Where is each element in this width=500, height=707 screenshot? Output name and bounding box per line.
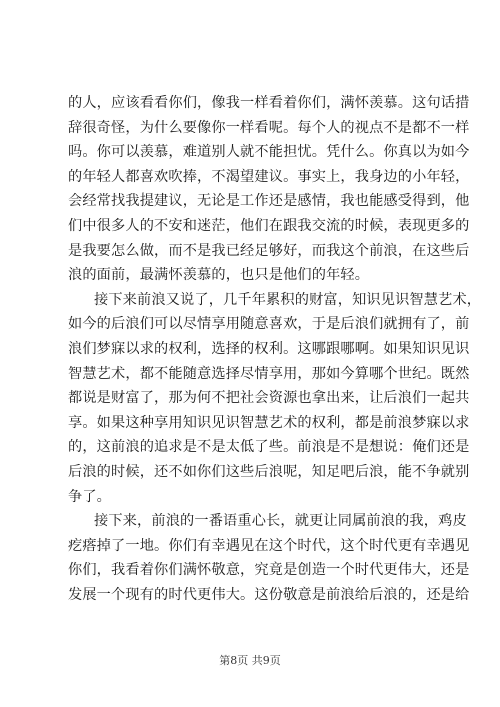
text-line: 后浪的时候，还不如你们这些后浪呢，知足吧后浪，能不争就别 <box>68 463 470 480</box>
text-line: 你们，我看着你们满怀敬意，究竟是创造一个时代更伟大，还是 <box>68 562 470 579</box>
paragraph-start-line: 接下来前浪又说了，几千年累积的财富，知识见识智慧艺术， <box>94 291 482 308</box>
page-number-footer: 第8页 共9页 <box>219 654 281 667</box>
text-line: 都说是财富了，那为何不把社会资源也拿出来，让后浪们一起共 <box>68 390 470 407</box>
paragraph-start-line: 接下来，前浪的一番语重心长，就更让同属前浪的我，鸡皮 <box>94 513 467 530</box>
text-line: 辞很奇怪，为什么要像你一样看呢。每个人的视点不是都不一样 <box>68 119 470 136</box>
text-line: 浪的面前，最满怀羡慕的，也只是他们的年轻。 <box>68 267 370 284</box>
text-line: 发展一个现有的时代更伟大。这份敬意是前浪给后浪的，还是给 <box>68 586 470 603</box>
text-line: 们中很多人的不安和迷茫，他们在跟我交流的时候，表现更多的 <box>68 217 470 234</box>
text-line: 的年轻人都喜欢吹捧，不渴望建议。事实上，我身边的小年轻， <box>68 168 470 185</box>
text-line: 智慧艺术，都不能随意选择尽情享用，那如今算哪个世纪。既然 <box>68 365 470 382</box>
text-line: 疙瘩掉了一地。你们有幸遇见在这个时代，这个时代更有幸遇见 <box>68 537 470 554</box>
text-line: 吗。你可以羡慕，难道别人就不能担忧。凭什么。你真以为如今 <box>68 144 470 161</box>
text-line: 的，这前浪的追求是不是太低了些。前浪是不是想说：俺们还是 <box>68 439 470 456</box>
text-line: 浪们梦寐以求的权利，选择的权利。这哪跟哪啊。如果知识见识 <box>68 340 470 357</box>
text-line: 争了。 <box>68 488 112 505</box>
text-line: 如今的后浪们可以尽情享用随意喜欢，于是后浪们就拥有了，前 <box>68 316 470 333</box>
body-text <box>68 91 482 607</box>
text-line: 是我要怎么做，而不是我已经足够好，而我这个前浪，在这些后 <box>68 242 470 259</box>
text-line: 的人，应该看看你们，像我一样看着你们，满怀羡慕。这句话措 <box>68 95 470 111</box>
text-line: 会经常找我提建议，无论是工作还是感情，我也能感受得到，他 <box>68 193 470 210</box>
text-line: 享。如果这种享用知识见识智慧艺术的权利，都是前浪梦寐以求 <box>68 414 470 431</box>
